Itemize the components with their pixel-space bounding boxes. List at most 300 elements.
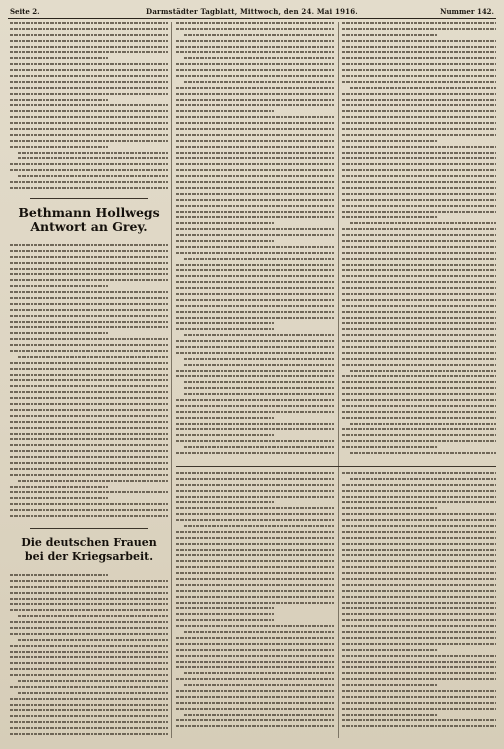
text-line	[342, 655, 496, 657]
text-line	[176, 434, 274, 436]
text-line	[10, 474, 168, 476]
text-line	[10, 309, 168, 311]
text-line	[176, 417, 274, 419]
text-line	[176, 240, 274, 242]
text-line	[176, 104, 334, 106]
text-line	[342, 537, 496, 539]
text-line	[10, 244, 168, 246]
text-line	[10, 146, 108, 148]
text-line	[176, 661, 334, 663]
text-line	[342, 625, 496, 627]
text-line	[342, 34, 437, 36]
text-line	[342, 22, 496, 24]
text-line	[10, 704, 168, 706]
column-divider	[171, 22, 172, 738]
text-line	[342, 560, 496, 562]
article-text-block	[176, 472, 334, 731]
text-line	[342, 678, 496, 680]
text-line	[10, 104, 168, 106]
text-line	[342, 637, 496, 639]
text-line	[18, 175, 168, 177]
text-line	[184, 714, 334, 716]
text-line	[10, 321, 168, 323]
text-line	[10, 686, 168, 688]
text-line	[342, 719, 496, 721]
text-line	[342, 531, 496, 533]
text-line	[176, 287, 334, 289]
text-line	[10, 438, 168, 440]
text-line	[18, 152, 168, 154]
text-line	[176, 572, 334, 574]
text-line	[342, 672, 496, 674]
text-line	[176, 472, 334, 474]
article-headline-bethmann: Bethmann Hollwegs Antwort an Grey.	[18, 205, 160, 234]
text-line	[176, 28, 334, 30]
text-line	[184, 57, 334, 59]
text-line	[10, 503, 168, 505]
text-line	[342, 311, 496, 313]
text-line	[342, 708, 496, 710]
text-line	[176, 328, 274, 330]
text-line	[176, 513, 334, 515]
text-line	[176, 146, 334, 148]
text-line	[10, 250, 168, 252]
text-line	[10, 603, 168, 605]
text-line	[350, 87, 496, 89]
text-line	[342, 322, 496, 324]
text-line	[342, 607, 496, 609]
text-line	[342, 513, 496, 515]
text-line	[342, 152, 496, 154]
text-line	[342, 399, 496, 401]
text-line	[176, 264, 334, 266]
text-line	[184, 258, 334, 260]
text-line	[10, 262, 168, 264]
text-line	[176, 99, 334, 101]
text-line	[10, 668, 168, 670]
page-number: Seite 2.	[10, 7, 40, 16]
text-line	[342, 543, 496, 545]
text-line	[342, 205, 496, 207]
text-line	[342, 28, 496, 30]
text-line	[342, 258, 496, 260]
article-text-block	[10, 22, 168, 193]
text-line	[342, 549, 496, 551]
text-line	[176, 293, 334, 295]
text-line	[176, 613, 274, 615]
text-line	[342, 187, 496, 189]
text-line	[342, 216, 437, 218]
text-line	[10, 291, 168, 293]
text-line	[176, 399, 334, 401]
column-3	[342, 22, 496, 738]
text-line	[10, 379, 168, 381]
text-line	[342, 328, 496, 330]
text-line	[342, 57, 496, 59]
text-line	[10, 374, 168, 376]
text-line	[184, 684, 334, 686]
article-text-block	[342, 22, 496, 458]
text-line	[10, 40, 168, 42]
text-line	[18, 692, 168, 694]
text-line	[342, 51, 496, 53]
text-line	[176, 193, 334, 195]
text-line	[10, 433, 168, 435]
text-line	[176, 625, 334, 627]
text-line	[10, 515, 168, 517]
text-line	[176, 501, 274, 503]
text-line	[10, 674, 168, 676]
text-line	[342, 440, 496, 442]
text-line	[10, 662, 168, 664]
article-headline-frauen: Die deutschen Frauen bei der Kriegsarbeit.	[21, 536, 157, 563]
text-line	[176, 152, 334, 154]
text-line	[10, 698, 168, 700]
text-line	[342, 211, 496, 213]
text-line	[176, 317, 334, 319]
text-line	[342, 293, 496, 295]
text-line	[176, 725, 334, 727]
text-line	[176, 375, 334, 377]
text-line	[176, 423, 334, 425]
text-line	[342, 393, 496, 395]
text-line	[342, 684, 437, 686]
text-line	[10, 181, 168, 183]
text-line	[342, 649, 437, 651]
text-line	[350, 452, 496, 454]
text-line	[10, 75, 168, 77]
text-line	[176, 51, 334, 53]
text-line	[342, 305, 496, 307]
text-line	[10, 116, 168, 118]
text-line	[10, 715, 168, 717]
header-rule	[8, 18, 496, 19]
text-line	[342, 175, 496, 177]
text-line	[10, 140, 168, 142]
text-line	[10, 87, 168, 89]
text-line	[10, 721, 168, 723]
text-line	[342, 181, 496, 183]
text-line	[176, 311, 334, 313]
text-line	[10, 128, 168, 130]
text-line	[176, 537, 334, 539]
text-line	[10, 57, 108, 59]
text-line	[10, 385, 168, 387]
text-line	[184, 393, 334, 395]
text-line	[176, 655, 334, 657]
text-line	[10, 709, 168, 711]
text-line	[176, 519, 334, 521]
text-line	[176, 690, 334, 692]
text-line	[342, 501, 496, 503]
text-line	[176, 496, 334, 498]
text-line	[342, 317, 496, 319]
text-line	[176, 560, 334, 562]
text-line	[10, 444, 168, 446]
text-line	[342, 246, 496, 248]
text-line	[10, 350, 168, 352]
text-line	[10, 468, 168, 470]
text-line	[342, 519, 496, 521]
text-line	[176, 596, 334, 598]
text-line	[176, 590, 334, 592]
text-line	[176, 246, 334, 248]
text-line	[10, 134, 168, 136]
article-text-block	[10, 574, 168, 738]
text-line	[342, 417, 496, 419]
text-line	[176, 637, 334, 639]
text-line	[10, 456, 168, 458]
text-line	[342, 666, 496, 668]
text-line	[176, 578, 334, 580]
column-divider	[338, 22, 339, 738]
text-line	[10, 69, 168, 71]
text-line	[342, 566, 496, 568]
text-line	[10, 344, 168, 346]
text-line	[176, 452, 334, 454]
text-line	[342, 264, 496, 266]
text-line	[10, 303, 168, 305]
text-line	[10, 268, 168, 270]
text-line	[10, 279, 168, 281]
text-line	[10, 28, 168, 30]
text-line	[176, 340, 334, 342]
text-line	[350, 370, 496, 372]
text-line	[176, 75, 334, 77]
text-line	[184, 446, 334, 448]
text-line	[342, 110, 496, 112]
text-line	[342, 387, 496, 389]
text-line	[342, 525, 496, 527]
text-line	[10, 580, 168, 582]
text-line	[10, 574, 108, 576]
text-line	[10, 427, 168, 429]
text-line	[10, 122, 168, 124]
text-line	[10, 326, 168, 328]
text-line	[184, 334, 334, 336]
text-line	[342, 643, 496, 645]
text-line	[18, 157, 168, 159]
text-line	[10, 586, 168, 588]
article-text-block	[342, 472, 496, 731]
text-line	[342, 696, 496, 698]
text-line	[10, 633, 168, 635]
text-line	[176, 40, 334, 42]
text-line	[10, 656, 168, 658]
text-line	[176, 531, 334, 533]
text-line	[342, 714, 437, 716]
text-line	[10, 733, 168, 735]
text-line	[176, 222, 274, 224]
text-line	[176, 252, 334, 254]
text-line	[176, 549, 334, 551]
text-line	[176, 584, 334, 586]
text-line	[176, 702, 334, 704]
text-line	[176, 181, 334, 183]
text-line	[176, 205, 334, 207]
text-line	[342, 596, 496, 598]
text-line	[176, 69, 334, 71]
text-line	[176, 128, 334, 130]
text-line	[176, 116, 334, 118]
text-line	[176, 411, 334, 413]
text-line	[10, 368, 168, 370]
text-line	[350, 478, 496, 480]
text-line	[18, 639, 168, 641]
text-line	[342, 602, 496, 604]
text-line	[184, 631, 334, 633]
text-line	[184, 358, 334, 360]
text-line	[342, 411, 496, 413]
text-line	[10, 332, 108, 334]
text-line	[184, 34, 334, 36]
text-line	[342, 334, 496, 336]
text-line	[350, 222, 496, 224]
text-line	[176, 134, 334, 136]
text-line	[342, 340, 496, 342]
text-line	[342, 299, 496, 301]
page-header	[10, 4, 494, 18]
text-line	[10, 403, 168, 405]
text-line	[342, 122, 496, 124]
article-separator	[30, 198, 148, 199]
text-line	[184, 525, 334, 527]
text-line	[10, 592, 168, 594]
text-line	[342, 116, 496, 118]
text-line	[342, 364, 496, 366]
text-line	[176, 678, 334, 680]
text-line	[342, 234, 496, 236]
text-line	[184, 672, 334, 674]
text-line	[342, 375, 496, 377]
text-line	[342, 484, 496, 486]
text-line	[342, 428, 496, 430]
text-line	[176, 643, 334, 645]
text-line	[342, 631, 496, 633]
text-line	[176, 211, 334, 213]
text-line	[18, 615, 168, 617]
text-line	[342, 199, 496, 201]
text-line	[10, 627, 168, 629]
text-line	[176, 22, 334, 24]
text-line	[10, 497, 108, 499]
text-line	[10, 421, 168, 423]
text-line	[176, 93, 334, 95]
text-line	[18, 680, 168, 682]
column-1	[10, 22, 168, 738]
text-line	[176, 428, 334, 430]
text-line	[342, 193, 496, 195]
text-line	[184, 364, 334, 366]
text-line	[10, 509, 168, 511]
text-line	[176, 216, 334, 218]
text-line	[342, 269, 496, 271]
text-line	[176, 110, 274, 112]
text-line	[176, 275, 334, 277]
text-line	[10, 169, 168, 171]
text-line	[342, 281, 496, 283]
text-line	[176, 478, 334, 480]
text-line	[10, 598, 168, 600]
text-line	[342, 381, 496, 383]
text-line	[342, 163, 496, 165]
text-line	[10, 651, 168, 653]
text-line	[10, 450, 168, 452]
text-line	[176, 169, 334, 171]
text-line	[342, 46, 496, 48]
text-line	[342, 590, 496, 592]
text-line	[176, 649, 334, 651]
text-line	[342, 690, 496, 692]
text-line	[342, 613, 496, 615]
text-line	[184, 81, 334, 83]
text-line	[176, 163, 334, 165]
text-line	[342, 40, 496, 42]
text-line	[10, 99, 108, 101]
text-line	[342, 69, 496, 71]
text-line	[10, 462, 168, 464]
text-line	[10, 362, 168, 364]
text-line	[10, 645, 168, 647]
text-line	[10, 491, 168, 493]
text-line	[10, 415, 168, 417]
text-line	[342, 99, 496, 101]
text-line	[176, 175, 334, 177]
text-line	[342, 490, 496, 492]
text-line	[342, 405, 496, 407]
text-line	[176, 187, 334, 189]
text-line	[184, 381, 334, 383]
text-line	[176, 305, 334, 307]
text-line	[342, 169, 496, 171]
text-line	[10, 727, 168, 729]
text-line	[10, 338, 168, 340]
text-line	[10, 273, 168, 275]
text-line	[342, 275, 496, 277]
text-line	[342, 157, 496, 159]
text-line	[342, 75, 496, 77]
text-line	[342, 352, 496, 354]
text-line	[10, 93, 168, 95]
text-line	[176, 140, 334, 142]
text-line	[350, 423, 496, 425]
text-line	[176, 602, 334, 604]
text-line	[342, 252, 496, 254]
article-separator	[30, 528, 148, 529]
text-line	[176, 87, 334, 89]
text-line	[10, 315, 168, 317]
text-line	[10, 63, 168, 65]
text-line	[176, 234, 334, 236]
text-line	[184, 387, 334, 389]
text-line	[10, 409, 168, 411]
article-text-block	[10, 244, 168, 521]
column-2	[176, 22, 334, 738]
text-line	[10, 163, 168, 165]
text-line	[10, 81, 168, 83]
text-line	[176, 490, 334, 492]
text-line	[176, 666, 334, 668]
text-line	[176, 157, 334, 159]
text-line	[176, 607, 274, 609]
text-line	[342, 134, 496, 136]
text-line	[10, 22, 168, 24]
text-line	[176, 566, 334, 568]
text-line	[176, 619, 274, 621]
text-line	[10, 34, 168, 36]
text-line	[342, 554, 496, 556]
text-line	[342, 572, 496, 574]
